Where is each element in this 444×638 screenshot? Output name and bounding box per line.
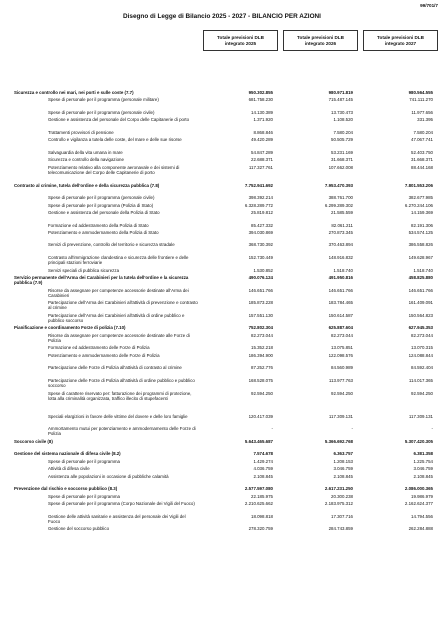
- value-2025: 120.417.039: [248, 413, 273, 419]
- row-label: Contrasto all'immigrazione clandestina e sicurezza delle frontiere e delle principali stazioni ferroviarie: [48, 255, 189, 266]
- row-label: Sicurezza e controllo della navigazione: [48, 157, 124, 163]
- value-2025: 186.394.900: [248, 352, 273, 358]
- program-row: [0, 242, 444, 255]
- value-2027: 382.677.985: [408, 195, 433, 201]
- value-2025: 752.802.304: [248, 325, 273, 331]
- row-label: Potenziamento e ammodernamento delle Forze di Polizia: [48, 352, 160, 358]
- value-2027: 92.594.250: [411, 390, 433, 396]
- value-2026: 50.505.729: [331, 137, 353, 143]
- row-label: Formazione ed addestramento della Polizia di Stato: [48, 222, 149, 228]
- row-label: Controllo e vigilanza a tutela delle coste, del mare e delle sue risorse: [48, 137, 182, 143]
- program-row: [0, 288, 444, 301]
- value-2025: 15.352.218: [251, 345, 273, 351]
- program-row: [0, 230, 444, 243]
- program-row: [0, 203, 444, 210]
- value-2025: 157.551.130: [248, 312, 273, 318]
- program-row: [0, 195, 444, 202]
- value-2027: 149.628.967: [408, 255, 433, 261]
- row-label: Spese di personale per il programma (personale civile): [48, 195, 155, 201]
- value-2027: 2.086.000.365: [404, 486, 433, 492]
- value-2027: 150.564.823: [408, 312, 433, 318]
- value-2026: 13.075.851: [331, 345, 353, 351]
- row-label: Partecipazione dell'Arma dei Carabinieri all'attività di ordine pubblico e pubblico soccorso: [48, 312, 185, 324]
- row-label: Gestione delle attività sanitarie e assistenza del personale dei Vigili del Fuoco: [48, 513, 186, 524]
- row-label: Gestione del sistema nazionale di difesa civile (8.2): [14, 451, 121, 457]
- program-row: [0, 426, 444, 439]
- program-row: [0, 459, 444, 466]
- column-header-line2: integrato 2027: [384, 40, 417, 46]
- row-label: Speciali elargizioni in favore delle vittime del dovere e delle loro famiglie: [48, 413, 188, 419]
- row-label: Risorse da assegnare per competenze accessorie destinate alle Forze di Polizia: [48, 332, 190, 344]
- row-label: Gestione del soccorso pubblico: [48, 526, 110, 532]
- value-2025: 278.320.759: [248, 526, 273, 532]
- mission-row: [0, 183, 444, 196]
- value-2026: 625.887.604: [328, 325, 353, 331]
- value-2025: 54.847.289: [251, 149, 273, 155]
- program-row: [0, 150, 444, 157]
- row-label: Sicurezza e controllo nei mari, nei porti e sulle coste (7.7): [14, 90, 134, 95]
- mission-row: [0, 90, 444, 97]
- value-2025: 1.371.920: [253, 117, 273, 123]
- value-2025: 82.273.044: [251, 332, 273, 338]
- value-2026: 113.977.763: [328, 378, 353, 383]
- row-label: Spese di personale per il programma: [48, 458, 120, 464]
- row-label: Servizi di prevenzione, controllo del territorio e sicurezza stradale: [48, 242, 175, 248]
- row-label: Attività di difesa civile: [48, 466, 90, 472]
- value-2027: 980.564.555: [408, 90, 433, 95]
- value-2026: 2.183.975.312: [324, 500, 353, 506]
- value-2027: 1.518.740: [413, 267, 433, 273]
- program-row: [0, 255, 444, 268]
- value-2025: 117.327.761: [248, 164, 273, 170]
- value-2025: 2.108.845: [253, 473, 273, 479]
- column-header-2027: [363, 30, 438, 51]
- value-2026: 1.208.153: [333, 458, 353, 464]
- value-2025: 85.427.332: [251, 222, 273, 228]
- value-2026: 5.366.692.768: [324, 438, 353, 444]
- program-row: [0, 117, 444, 130]
- value-2027: 13.070.315: [411, 345, 433, 351]
- row-label: Formazione ed addestramento delle Forze di Polizia: [48, 345, 150, 351]
- column-header-line2: integrato 2026: [304, 40, 337, 46]
- value-2027: -: [431, 426, 433, 432]
- value-2026: 3.046.759: [333, 466, 353, 472]
- value-2026: 13.730.473: [331, 109, 353, 115]
- row-label: Spese di personale per il programma (personale civile): [48, 109, 155, 115]
- mission-row: [0, 486, 444, 493]
- value-2025: -: [271, 426, 273, 432]
- value-2025: 8.868.846: [253, 129, 273, 135]
- program-row: [0, 526, 444, 533]
- row-label: Salvaguardia della vita umana in mare: [48, 149, 123, 155]
- value-2026: 117.309.131: [328, 413, 353, 419]
- program-row: [0, 223, 444, 230]
- program-row: [0, 494, 444, 501]
- value-2025: 22.185.975: [251, 493, 273, 499]
- value-2027: 161.409.091: [408, 300, 433, 306]
- value-2026: 6.363.757: [333, 451, 353, 457]
- row-label: Spese di carattere riservato per: fatturazione dei programmi di protezione, lotta alla criminalità organizzata, traffico illecito di stupefacenti: [48, 390, 192, 401]
- value-2027: 7.801.553.206: [404, 182, 433, 188]
- value-2027: 47.067.741: [411, 137, 433, 143]
- row-label: Potenziamento relativo alla componente aeronavale e dei sistemi di telecomunicazione del Corpo delle Capitanerie di porto: [48, 164, 180, 175]
- value-2026: 183.784.465: [328, 300, 353, 306]
- column-header-2026: [283, 30, 358, 51]
- value-2027: 14.159.369: [411, 209, 433, 215]
- value-2026: 491.950.816: [328, 275, 353, 281]
- value-2026: 21.585.559: [331, 209, 353, 215]
- program-row: [0, 333, 444, 346]
- program-row: [0, 130, 444, 137]
- value-2026: 715.487.145: [328, 97, 353, 103]
- row-label: Ammortamento mutui per potenziamento e ammodernamento delle Forze di Polizia: [48, 426, 196, 437]
- value-2027: 124.088.844: [408, 352, 433, 358]
- row-label: Potenziamento e ammodernamento della Polizia di Stato: [48, 229, 159, 235]
- value-2027: 2.162.624.377: [404, 500, 433, 506]
- value-2027: 6.270.244.106: [404, 202, 433, 208]
- row-label: Trattamenti provvisori di pensione: [48, 129, 114, 135]
- program-row: [0, 514, 444, 527]
- row-label: Gestione e assistenza del personale del Corpo delle Capitanerie di porto: [48, 117, 190, 123]
- value-2027: 117.309.131: [408, 413, 433, 419]
- program-row: [0, 165, 444, 183]
- program-row: [0, 474, 444, 487]
- program-row: [0, 157, 444, 164]
- value-2027: 11.977.656: [411, 109, 433, 115]
- value-2026: 146.651.766: [328, 287, 353, 293]
- value-2026: 6.299.289.302: [324, 202, 353, 208]
- value-2025: 6.328.289.772: [244, 202, 273, 208]
- value-2025: 1.429.274: [253, 458, 273, 464]
- value-2025: 1.530.852: [253, 267, 273, 273]
- program-row: [0, 414, 444, 427]
- value-2026: 2.617.231.250: [324, 486, 353, 492]
- value-2027: 741.111.270: [409, 97, 433, 103]
- value-2026: 82.273.044: [331, 332, 353, 338]
- program-row: [0, 137, 444, 150]
- value-2026: 92.594.250: [331, 390, 353, 396]
- value-2026: 7.580.204: [333, 129, 353, 135]
- value-2025: 22.688.371: [251, 157, 273, 163]
- value-2027: 84.592.404: [411, 365, 433, 371]
- value-2027: 52.403.750: [411, 149, 433, 155]
- value-2027: 14.794.556: [411, 513, 433, 519]
- row-label: Spese di personale per il programma: [48, 493, 120, 499]
- column-header-line1: Totale previsioni DLB: [217, 34, 264, 40]
- value-2026: 980.971.819: [328, 90, 353, 95]
- value-2027: 534.574.125: [408, 229, 433, 235]
- value-2025: 398.392.214: [248, 195, 273, 201]
- value-2025: 18.098.818: [251, 513, 273, 519]
- value-2027: 19.986.979: [411, 493, 433, 499]
- row-label: Soccorso civile (8): [14, 438, 53, 444]
- value-2026: 107.662.008: [328, 164, 353, 170]
- value-2026: 84.560.989: [331, 365, 353, 371]
- row-label: Pianificazione e coordinamento Forze di polizia (7.10): [14, 325, 126, 331]
- value-2026: 2.108.845: [333, 473, 353, 479]
- value-2026: 1.518.740: [333, 267, 353, 273]
- program-row: [0, 501, 444, 514]
- value-2026: 122.098.576: [328, 352, 353, 358]
- value-2027: 1.225.754: [413, 458, 433, 464]
- value-2027: 114.017.365: [408, 378, 433, 383]
- budget-table: [0, 90, 444, 534]
- row-label: Gestione e assistenza del personale della Polizia di Stato: [48, 209, 160, 215]
- column-header-line2: integrato 2025: [224, 40, 257, 46]
- row-label: Servizi speciali di pubblica sicurezza: [48, 267, 120, 273]
- column-header-line1: Totale previsioni DLB: [377, 34, 424, 40]
- row-label: Spese di personale per il programma (personale militare): [48, 97, 159, 103]
- value-2025: 7.752.941.692: [244, 182, 273, 188]
- row-label: Partecipazione dell'Arma dei Carabinieri all'attività di prevenzione e contrasto al crimine: [48, 300, 198, 311]
- value-2026: 284.743.859: [328, 526, 353, 532]
- program-row: [0, 466, 444, 473]
- value-2027: 262.284.888: [408, 526, 433, 532]
- row-label: Spese di personale per il programma (Corpo Nazionale dei Vigili del Fuoco): [48, 500, 195, 506]
- value-2027: 627.945.353: [408, 325, 433, 331]
- value-2027: 82.273.044: [411, 332, 433, 338]
- program-row: [0, 268, 444, 275]
- mission-row: [0, 439, 444, 452]
- mission-row: [0, 451, 444, 458]
- value-2025: 168.528.075: [248, 378, 273, 383]
- mission-row: [0, 325, 444, 332]
- page-reference: 99/701/7: [420, 3, 438, 8]
- column-header-line1: Totale previsioni DLB: [297, 34, 344, 40]
- value-2026: -: [351, 426, 353, 432]
- program-row: [0, 353, 444, 366]
- value-2027: 386.558.826: [408, 242, 433, 248]
- program-row: [0, 365, 444, 378]
- mission-row: [0, 275, 444, 288]
- value-2025: 368.730.392: [248, 242, 273, 248]
- program-row: [0, 391, 444, 414]
- value-2027: 146.651.766: [408, 287, 433, 293]
- value-2027: 82.191.306: [411, 222, 433, 228]
- value-2027: 88.444.168: [411, 164, 433, 170]
- program-row: [0, 97, 444, 110]
- value-2027: 5.307.420.305: [404, 438, 433, 444]
- row-label: Servizio permanente dell'Arma dei Carabinieri per la tutela dell'ordine e la sicurezza pubblica (7.9): [14, 275, 189, 286]
- value-2025: 490.076.124: [248, 275, 273, 281]
- row-label: Assistenza alle popolazioni in occasione di pubbliche calamità: [48, 473, 169, 479]
- value-2026: 148.916.832: [328, 255, 353, 261]
- value-2025: 49.420.289: [251, 137, 273, 143]
- program-row: [0, 378, 444, 391]
- value-2027: 331.395: [417, 117, 433, 123]
- program-row: [0, 313, 444, 326]
- value-2026: 370.463.894: [328, 242, 353, 248]
- program-row: [0, 210, 444, 223]
- value-2027: 6.381.358: [413, 451, 433, 457]
- value-2027: 31.668.371: [411, 157, 433, 163]
- value-2026: 388.761.700: [328, 195, 353, 201]
- value-2026: 31.668.371: [331, 157, 353, 163]
- value-2026: 17.307.716: [331, 513, 353, 519]
- row-label: Spese di personale per il programma (Polizia di Stato): [48, 202, 154, 208]
- value-2025: 152.730.449: [248, 255, 273, 261]
- program-row: [0, 345, 444, 352]
- value-2025: 185.873.228: [248, 300, 273, 306]
- value-2025: 5.643.465.687: [244, 438, 273, 444]
- value-2025: 950.302.855: [248, 90, 273, 95]
- row-label: Partecipazione delle Forze di Polizia all'attività di contrasto al crimine: [48, 365, 182, 371]
- program-row: [0, 110, 444, 117]
- value-2025: 87.252.776: [251, 365, 273, 371]
- value-2026: 53.231.169: [331, 149, 353, 155]
- value-2025: 2.577.597.080: [244, 486, 273, 492]
- row-label: Partecipazione delle Forze di Polizia all'attività di ordine pubblico e pubblico soccorso: [48, 378, 195, 389]
- column-header-2025: [203, 30, 278, 51]
- value-2025: 92.594.250: [251, 390, 273, 396]
- value-2025: 2.210.625.662: [244, 500, 273, 506]
- value-2025: 14.130.389: [251, 109, 273, 115]
- value-2025: 394.030.869: [248, 229, 273, 235]
- value-2026: 7.953.470.393: [324, 182, 353, 188]
- value-2025: 7.574.678: [253, 451, 273, 457]
- row-label: Prevenzione dal rischio e soccorso pubblico (8.3): [14, 486, 118, 492]
- value-2025: 146.651.766: [248, 287, 273, 293]
- value-2027: 7.580.204: [413, 129, 433, 135]
- value-2026: 270.873.345: [328, 229, 353, 235]
- value-2026: 1.108.520: [333, 117, 353, 123]
- document-title: Disegno di Legge di Bilancio 2025 - 2027 - BILANCIO PER AZIONI: [123, 13, 321, 20]
- value-2027: 458.825.880: [408, 275, 433, 281]
- value-2025: 4.036.759: [253, 466, 273, 472]
- row-label: Contrasto al crimine, tutela dell'ordine e della sicurezza pubblica (7.8): [14, 182, 160, 188]
- value-2025: 681.758.230: [248, 97, 273, 103]
- value-2026: 150.614.587: [328, 312, 353, 318]
- value-2026: 82.061.211: [331, 222, 353, 228]
- value-2026: 20.300.238: [331, 493, 353, 499]
- program-row: [0, 300, 444, 313]
- value-2027: 3.046.759: [413, 466, 433, 472]
- row-label: Risorse da assegnare per competenze accessorie destinate all'Arma dei Carabinieri: [48, 287, 189, 298]
- value-2027: 2.108.845: [413, 473, 433, 479]
- value-2025: 25.819.812: [251, 209, 273, 215]
